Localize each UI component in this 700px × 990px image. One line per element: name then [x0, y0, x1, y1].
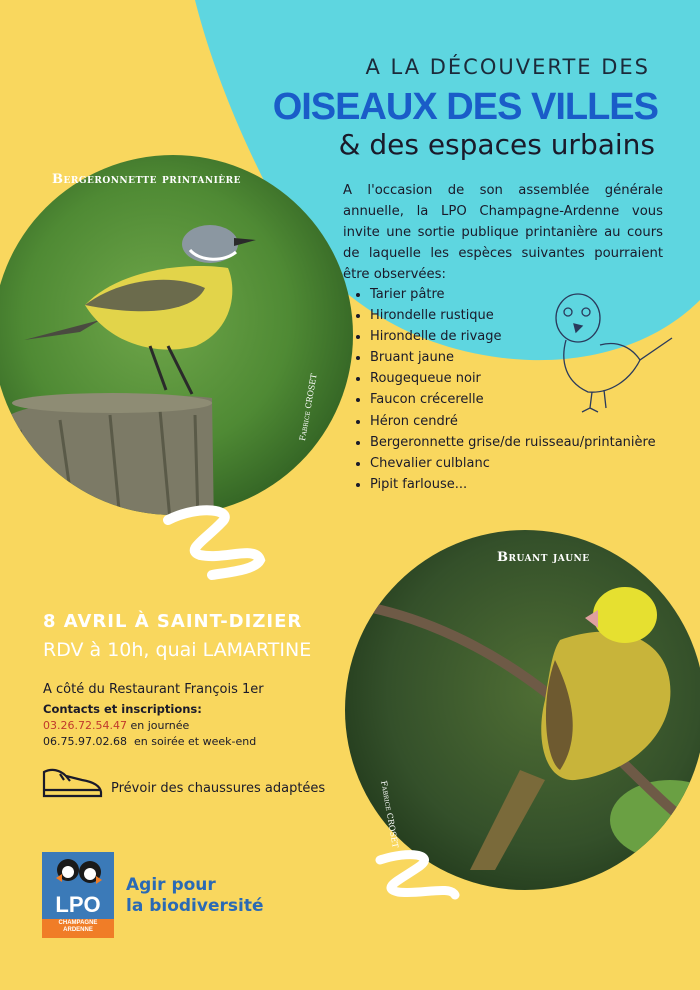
photo2-label: Bruant jaune	[497, 550, 590, 565]
list-item: • Pipit farlouse...	[370, 474, 656, 495]
event-date: 8 AVRIL À SAINT-DIZIER	[43, 611, 303, 632]
contact-phone-1[interactable]: 03.26.72.54.47	[43, 719, 127, 732]
list-item: • Faucon crécerelle	[370, 389, 656, 410]
list-item: • Bergeronnette grise/de ruisseau/printanière	[370, 432, 656, 453]
list-item: • Tarier pâtre	[370, 284, 656, 305]
slogan-line-1: Agir pour	[126, 875, 216, 895]
header-line1: A LA DÉCOUVERTE DES	[365, 55, 650, 79]
scribble-1	[168, 510, 260, 575]
page-title: OISEAUX DES VILLES	[272, 86, 658, 128]
header-subtitle: & des espaces urbains	[338, 128, 655, 161]
list-item: • Héron cendré	[370, 411, 656, 432]
photo2-credit: Fabrice CROSET	[379, 780, 400, 849]
event-address: A côté du Restaurant François 1er	[43, 682, 264, 697]
list-item: • Bruant jaune	[370, 347, 656, 368]
contact-line-1	[43, 719, 189, 732]
lpo-region-1: CHAMPAGNE	[58, 920, 98, 926]
species-list	[355, 284, 656, 495]
slogan	[126, 875, 264, 917]
contacts-title: Contacts et inscriptions:	[43, 702, 202, 716]
list-item: • Chevalier culblanc	[370, 453, 656, 474]
contact-note-1: en journée	[126, 719, 190, 732]
list-item: • Hirondelle de rivage	[370, 326, 656, 347]
photo1-credit: Fabrice CROSET	[298, 372, 319, 442]
lpo-name: LPO	[55, 892, 101, 917]
shoes-note: Prévoir des chaussures adaptées	[111, 781, 326, 796]
shoe-icon	[44, 770, 101, 796]
slogan-line-2: la biodiversité	[126, 896, 264, 916]
event-rdv: RDV à 10h, quai LAMARTINE	[43, 639, 312, 661]
contact-phone-2[interactable]: 06.75.97.02.68	[43, 735, 127, 748]
lpo-region-2: ARDENNE	[63, 927, 93, 933]
photo1-label: Bergeronnette printanière	[52, 172, 241, 187]
lpo-logo	[42, 850, 114, 938]
list-item: • Rougequeue noir	[370, 368, 656, 389]
intro-text: A l'occasion de son assemblée générale annuelle, la LPO Champagne-Ardenne vous invite une sortie publique printanière au cours de laquelle les espèces suivantes pourraient être observées:	[343, 183, 663, 282]
contact-line-2	[43, 735, 256, 748]
list-item: • Hirondelle rustique	[370, 305, 656, 326]
contact-note-2: en soirée et week-end	[126, 735, 257, 748]
